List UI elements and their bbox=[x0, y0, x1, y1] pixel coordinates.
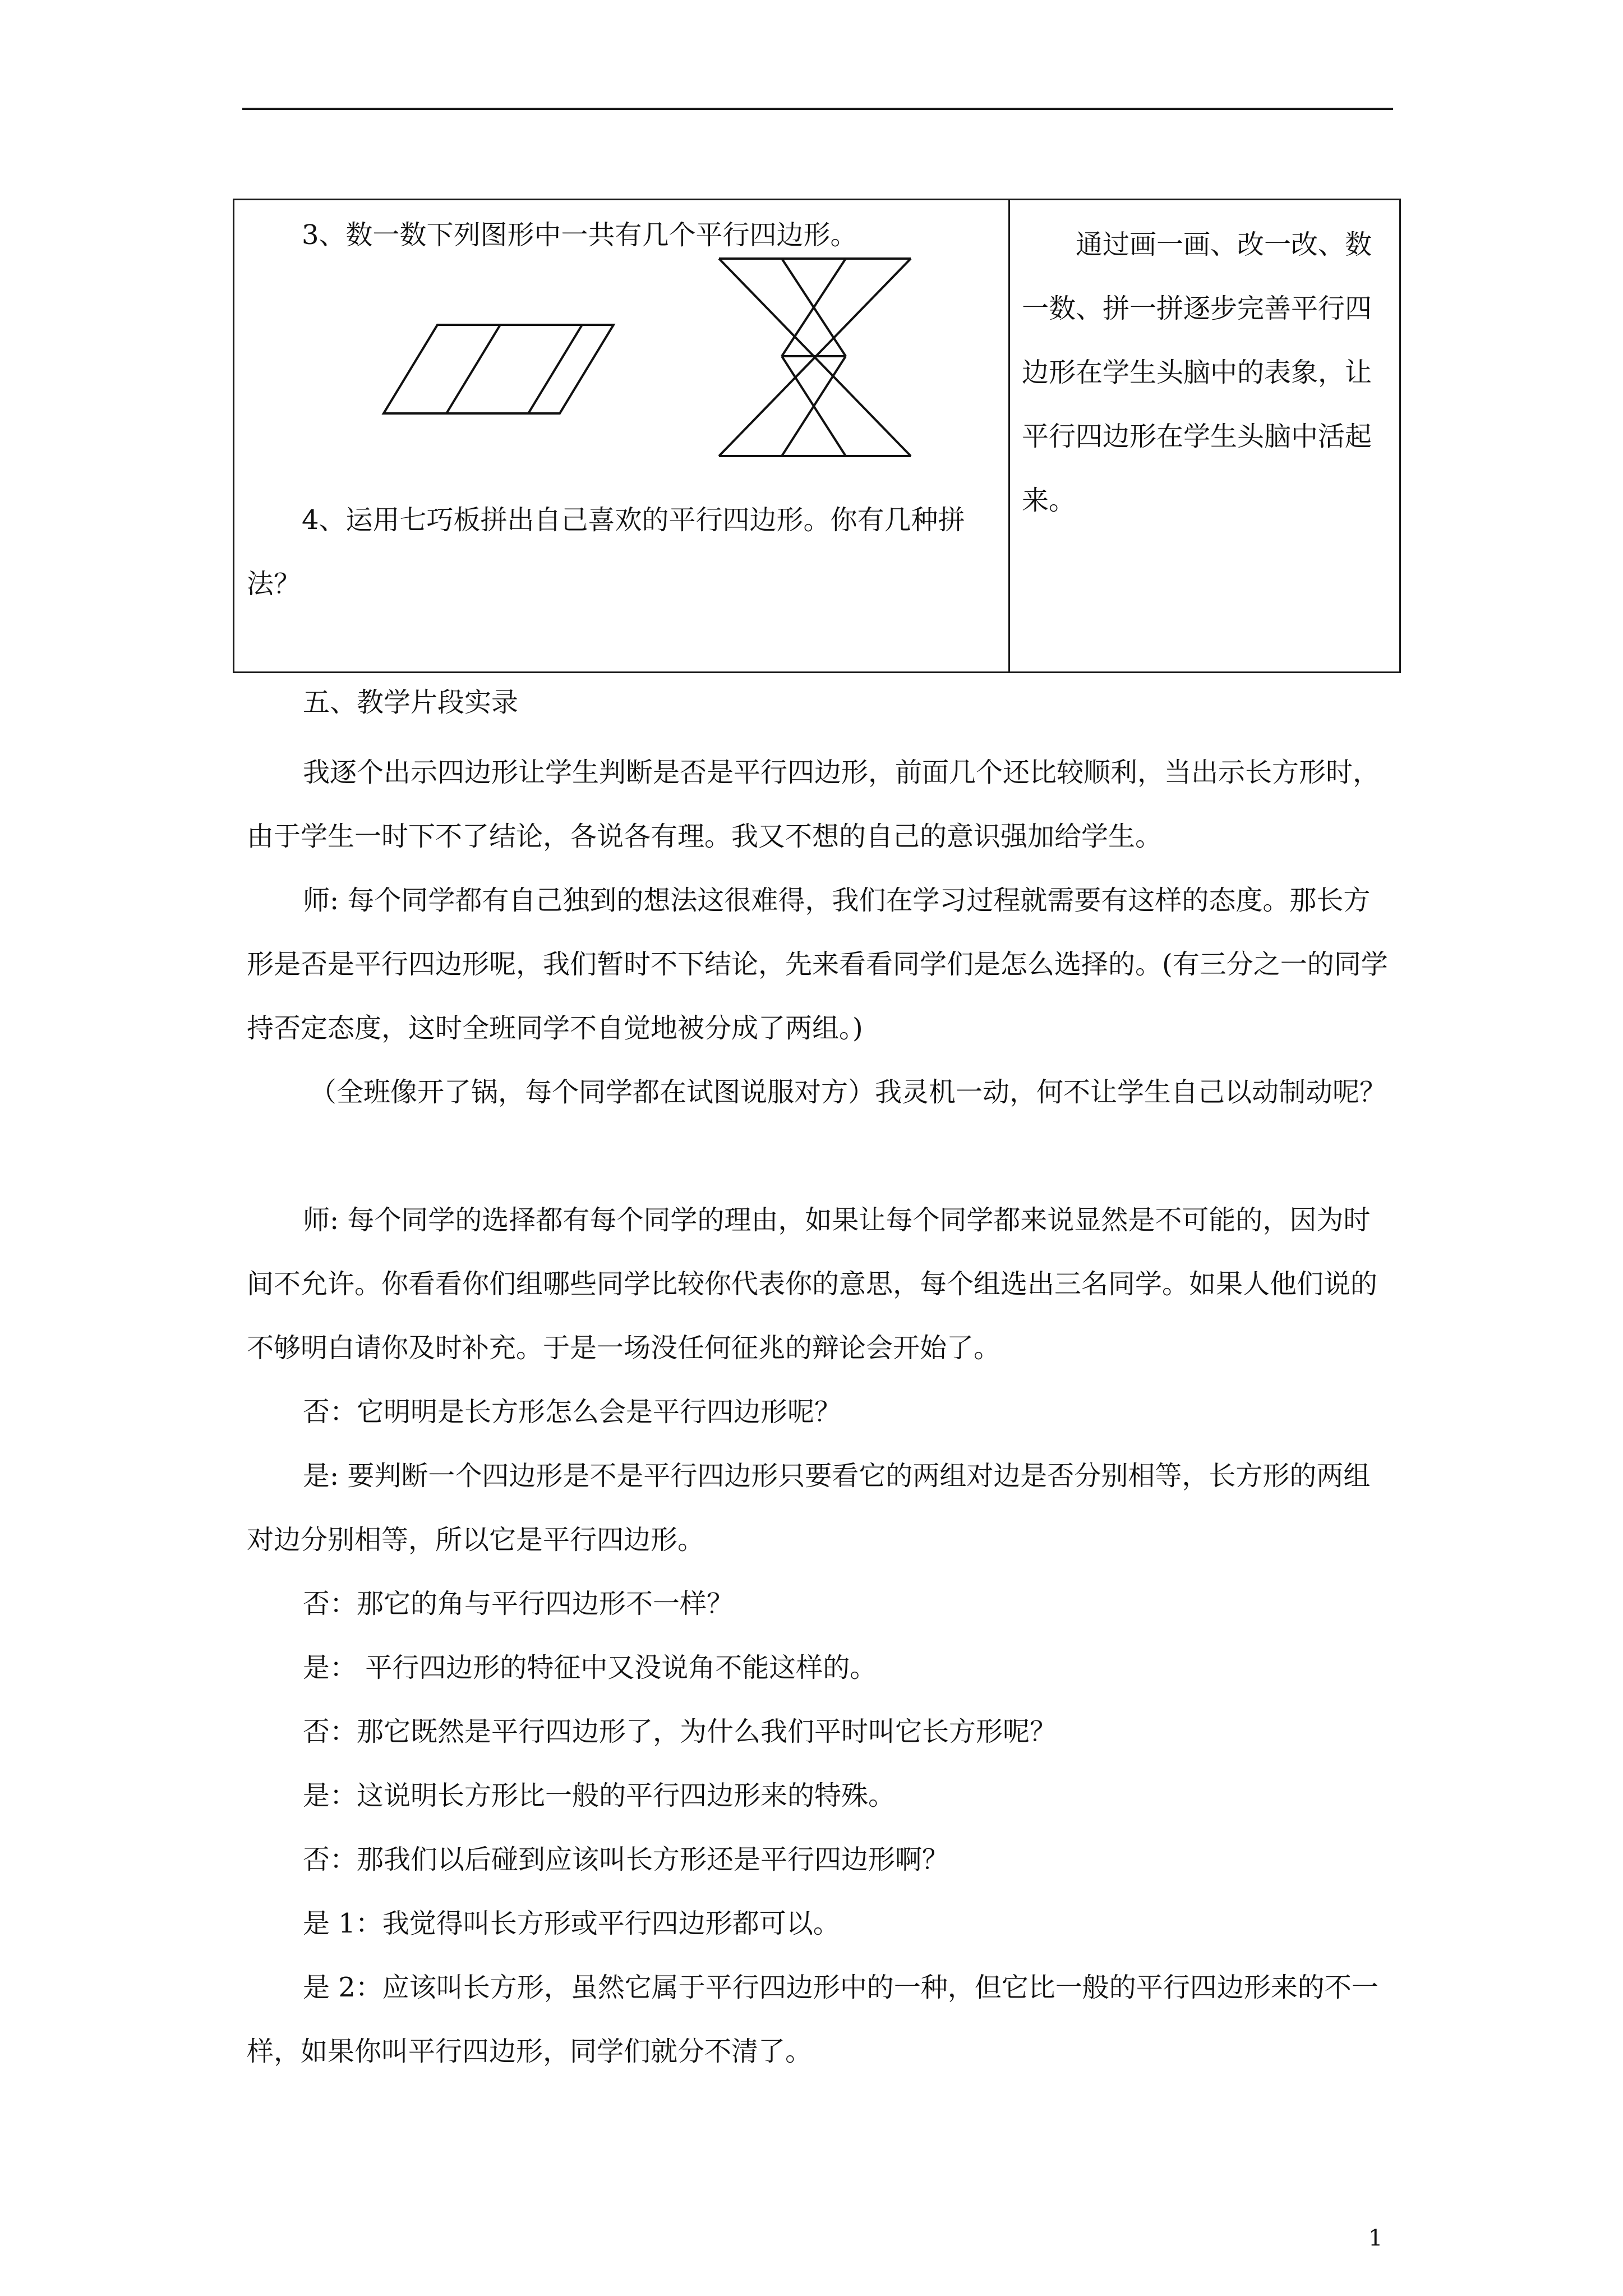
paragraph: 否：那它的角与平行四边形不一样？ bbox=[303, 1588, 734, 1619]
page-number: 1 bbox=[1368, 2225, 1383, 2251]
paragraph: 师: 每个同学的选择都有每个同学的理由，如果让每个同学都来说显然是不可能的，因为时间不允许。你看看你们组哪些同学比较你代表你的意思，每个组选出三名同学。如果人他们说的不够明白请你及时补充。于是一场没任何征兆的辩论会开始了。 bbox=[247, 1204, 1378, 1364]
table-column-divider bbox=[1008, 200, 1010, 671]
paragraph: 师: 每个同学都有自己独到的想法这很难得，我们在学习过程就需要有这样的态度。那长方形是否是平行四边形呢，我们暂时不下结论，先来看看同学们是怎么选择的。(有三分之一的同学持否定态度，这时全班同学不自觉地被分成了两组。) bbox=[247, 885, 1388, 1044]
design-note: 通过画一画、改一改、数一数、拼一拼逐步完善平行四边形在学生头脑中的表象，让平行四边形在学生头脑中活起来。 bbox=[1022, 229, 1372, 516]
question-4: 4、运用七巧板拼出自己喜欢的平行四边形。你有几种拼法？ bbox=[247, 504, 965, 600]
content-table bbox=[233, 199, 1401, 673]
paragraph: 我逐个出示四边形让学生判断是否是平行四边形，前面几个还比较顺利，当出示长方形时，由于学生一时下不了结论，各说各有理。我又不想的自己的意识强加给学生。 bbox=[247, 757, 1380, 852]
header-rule bbox=[242, 108, 1393, 110]
paragraph: 是： 平行四边形的特征中又没说角不能这样的。 bbox=[303, 1652, 877, 1683]
paragraph: 否：那它既然是平行四边形了，为什么我们平时叫它长方形呢？ bbox=[303, 1716, 1057, 1747]
paragraph: 是 1：我觉得叫长方形或平行四边形都可以。 bbox=[303, 1908, 840, 1939]
parallelogram-figure bbox=[381, 323, 617, 418]
question-3: 3、数一数下列图形中一共有几个平行四边形。 bbox=[302, 219, 857, 251]
section-title: 五、教学片段实录 bbox=[303, 687, 519, 718]
paragraph: 是：这说明长方形比一般的平行四边形来的特殊。 bbox=[303, 1780, 896, 1811]
paragraph: 否：那我们以后碰到应该叫长方形还是平行四边形啊？ bbox=[303, 1844, 949, 1875]
paragraph: 否：它明明是长方形怎么会是平行四边形呢？ bbox=[303, 1396, 842, 1428]
paragraph: 是: 要判断一个四边形是不是平行四边形只要看它的两组对边是否分别相等，长方形的两组对边分别相等，所以它是平行四边形。 bbox=[247, 1460, 1371, 1556]
hourglass-triangle-figure bbox=[717, 256, 913, 458]
paragraph: （全班像开了锅，每个同学都在试图说服对方）我灵机一动，何不让学生自己以动制动呢？ bbox=[310, 1076, 1387, 1108]
paragraph: 是 2：应该叫长方形，虽然它属于平行四边形中的一种，但它比一般的平行四边形来的不一样，如果你叫平行四边形，同学们就分不清了。 bbox=[247, 1972, 1378, 2067]
